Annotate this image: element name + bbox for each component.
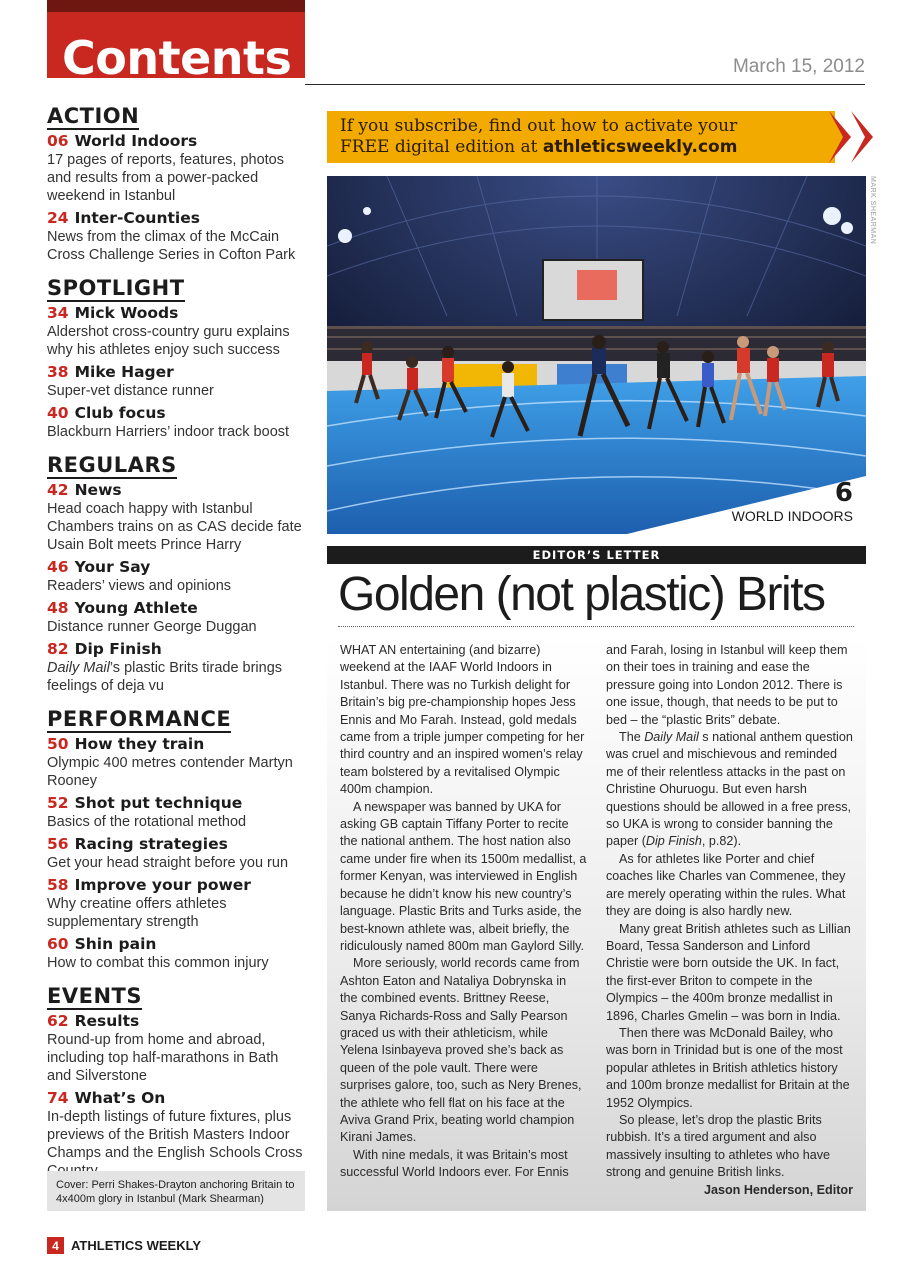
photo-caption: WORLD INDOORS: [731, 508, 853, 524]
toc-page-number: 56: [47, 835, 69, 853]
toc-item-title: [47, 640, 305, 659]
italic-run: Daily Mail: [47, 660, 110, 676]
toc-item[interactable]: [47, 481, 305, 554]
toc-title-text: Shot put technique: [74, 794, 243, 812]
toc-item-title: [47, 304, 305, 323]
issue-date: March 15, 2012: [732, 56, 865, 77]
masthead-top-strip: [47, 0, 305, 12]
banner-line-2: [340, 137, 822, 158]
toc-item-description: Get your head straight before you run: [47, 855, 289, 871]
toc-title-text: Club focus: [74, 404, 166, 422]
toc-item-description: Head coach happy with Istanbul Chambers trains on as CAS decide fate Usain Bolt meets Prince Harry: [47, 501, 302, 553]
toc-title-text: World Indoors: [74, 132, 198, 150]
toc-item[interactable]: [47, 876, 305, 931]
text-run: s national anthem question was cruel and mischievous and reminded me of their relentless attacks in the past on Christine Ohuruogu. But even harsh questions should be allowed in a free press, so UKA is wrong to consider banning the paper (: [606, 730, 853, 849]
article-column-2: [606, 642, 853, 1211]
article-paragraph: More seriously, world records came from Ashton Eaton and Nataliya Dobrynska in the combined events. Brittney Reese, Sanya Richards-Ross and Sally Pearson graced us with their athleticism, while Yelena Isinbayeva proved she’s back as queen of the pole vault. There were surprises galore, too, such as Nery Brenes, the athlete who fell flat on his face at the Aviva Grand Prix, beating world champion Kirani James.: [340, 956, 582, 1145]
banner-line-1: If you subscribe, find out how to activate your: [340, 116, 738, 136]
editors-letter-body: [327, 636, 866, 1211]
toc-section: [47, 707, 305, 972]
toc-section-heading: PERFORMANCE: [47, 707, 232, 731]
toc-title-text: Shin pain: [74, 935, 157, 953]
text-run: , p.82).: [701, 834, 742, 849]
italic-run: Dip Finish: [645, 834, 702, 849]
toc-item-description: Round-up from home and abroad, including top half-marathons in Bath and Silverstone: [47, 1032, 279, 1084]
toc-page-number: 60: [47, 935, 69, 953]
toc-page-number: 06: [47, 132, 69, 150]
article-column-1: [340, 642, 587, 1211]
toc-item[interactable]: [47, 794, 305, 831]
dotted-divider: [338, 626, 854, 627]
toc-item-description: News from the climax of the McCain Cross Challenge Series in Cofton Park: [47, 229, 296, 263]
toc-title-text: News: [74, 481, 122, 499]
article-paragraph: With nine medals, it was Britain’s most successful World Indoors ever. For Ennis: [340, 1147, 569, 1180]
publication-name: ATHLETICS WEEKLY: [71, 1238, 202, 1253]
toc-title-text: What’s On: [74, 1089, 166, 1107]
toc-item-description: Basics of the rotational method: [47, 814, 247, 830]
toc-item-description: Blackburn Harriers’ indoor track boost: [47, 424, 290, 440]
toc-page-number: 50: [47, 735, 69, 753]
toc-item[interactable]: [47, 599, 305, 636]
toc-item[interactable]: [47, 132, 305, 205]
article-paragraph: WHAT AN entertaining (and bizarre) weekend at the IAAF World Indoors in Istanbul. There was no Turkish delight for Britain’s big pre-championship hopes Jess Ennis and Mo Farah. Instead, gold medals came from a triple jumper competing for her third country and an inspired women’s relay team bolstered by a revitalised Olympic 400m champion.: [340, 643, 585, 797]
toc-page-number: 58: [47, 876, 69, 894]
toc-item-description: [47, 659, 305, 695]
toc-item[interactable]: [47, 404, 305, 441]
article-paragraph: [606, 729, 853, 851]
photo-label: [327, 478, 866, 534]
toc-section: [47, 984, 305, 1180]
toc-title-text: Racing strategies: [74, 835, 228, 853]
toc-page-number: 40: [47, 404, 69, 422]
article-paragraph: As for athletes like Porter and chief coaches like Charles van Commenee, they are merely operating within the rules. What they are doing is also hardly new.: [606, 851, 846, 919]
toc-item-title: [47, 1089, 305, 1108]
toc-title-text: How they train: [74, 735, 205, 753]
chevron-gap: [829, 111, 843, 163]
table-of-contents: [47, 104, 305, 1192]
toc-item-description: Aldershot cross-country guru explains why his athletes enjoy such success: [47, 324, 290, 358]
toc-section: [47, 453, 305, 695]
toc-title-text: Results: [74, 1012, 140, 1030]
toc-section: [47, 104, 305, 264]
banner-prefix: FREE digital edition at: [340, 137, 543, 157]
toc-item-description: Olympic 400 metres contender Martyn Rooney: [47, 755, 293, 789]
toc-page-number: 38: [47, 363, 69, 381]
editors-letter-headline: Golden (not plastic) Brits: [338, 568, 825, 621]
toc-item-title: [47, 481, 305, 500]
photo-credit: MARK SHEARMAN: [869, 176, 876, 245]
toc-item[interactable]: [47, 558, 305, 595]
cover-caption: Cover: Perri Shakes-Drayton anchoring Britain to 4x400m glory in Istanbul (Mark Shearman): [47, 1171, 305, 1211]
toc-item-title: [47, 935, 305, 954]
subscribe-banner[interactable]: [327, 111, 835, 163]
toc-title-text: Mick Woods: [74, 304, 179, 322]
header-rule: [305, 84, 865, 85]
toc-section-heading: SPOTLIGHT: [47, 276, 185, 300]
toc-item-title: [47, 132, 305, 151]
article-paragraph: Then there was McDonald Bailey, who was born in Trinidad but is one of the most popular athletes in British athletics history and 100m bronze medallist for Britain at the 1952 Olympics.: [606, 1025, 850, 1110]
article-paragraph: So please, let’s drop the plastic Brits rubbish. It’s a tired argument and also massively insulting to athletes who have strong and genuine British links.: [606, 1112, 831, 1180]
toc-item[interactable]: [47, 640, 305, 695]
toc-title-text: Your Say: [74, 558, 151, 576]
banner-text: [340, 116, 822, 158]
page-number: 4: [47, 1237, 64, 1254]
toc-item-title: [47, 599, 305, 618]
masthead: [47, 12, 305, 85]
toc-item[interactable]: [47, 935, 305, 972]
toc-item-title: [47, 209, 305, 228]
toc-item-description: How to combat this common injury: [47, 955, 269, 971]
toc-item-description: Why creatine offers athletes supplementary strength: [47, 896, 227, 930]
editor-signature: Jason Henderson, Editor: [703, 1182, 853, 1197]
editors-letter-kicker: EDITOR’S LETTER: [327, 546, 866, 564]
toc-item-description: Distance runner George Duggan: [47, 619, 257, 635]
article-paragraph: A newspaper was banned by UKA for asking GB captain Tiffany Porter to recite the national anthem. The host nation also came under fire when its 1500m medallist, a former Kenyan, was interviewed in English because he didn’t know his new country’s language. Plastic Brits and Turks aside, the best-known athlete was, albeit briefly, the ridiculously named 800m man Gaylord Silly.: [340, 799, 587, 953]
toc-page-number: 42: [47, 481, 69, 499]
toc-item-title: [47, 558, 305, 577]
toc-item[interactable]: [47, 363, 305, 400]
toc-item-title: [47, 835, 305, 854]
toc-item-title: [47, 404, 305, 423]
toc-section-heading: ACTION: [47, 104, 140, 128]
toc-item[interactable]: [47, 304, 305, 359]
toc-item[interactable]: [47, 735, 305, 790]
toc-item-title: [47, 735, 305, 754]
toc-title-text: Mike Hager: [74, 363, 174, 381]
toc-item-title: [47, 363, 305, 382]
toc-page-number: 74: [47, 1089, 69, 1107]
toc-section-heading: EVENTS: [47, 984, 142, 1008]
toc-page-number: 48: [47, 599, 69, 617]
page-title: Contents: [62, 31, 292, 85]
page-footer: [47, 1237, 201, 1254]
toc-item[interactable]: [47, 1012, 305, 1085]
toc-page-number: 62: [47, 1012, 69, 1030]
article-paragraph: Many great British athletes such as Lillian Board, Tessa Sanderson and Linford Christie were born outside the UK. In fact, the first-ever Briton to compete in the Olympics – the 400m bronze medallist in 1896, Charles Gmelin – was born in India.: [606, 921, 851, 1023]
toc-page-number: 52: [47, 794, 69, 812]
toc-title-text: Dip Finish: [74, 640, 162, 658]
text-run: ’s plastic Brits tirade brings feelings of deja vu: [47, 660, 283, 694]
toc-page-number: 82: [47, 640, 69, 658]
italic-run: Daily Mail: [644, 730, 699, 745]
toc-item-title: [47, 1012, 305, 1031]
toc-section: [47, 276, 305, 441]
toc-item[interactable]: [47, 1089, 305, 1180]
article-paragraph: and Farah, losing in Istanbul will keep them on their toes in training and ease the pressure going into London 2012. There is one issue, though, that needs to be put to bed – the “plastic Brits” debate.: [606, 643, 848, 727]
toc-item-description: Readers’ views and opinions: [47, 578, 232, 594]
toc-item[interactable]: [47, 835, 305, 872]
toc-title-text: Inter-Counties: [74, 209, 200, 227]
toc-item-description: 17 pages of reports, features, photos and results from a power-packed weekend in Istanbul: [47, 152, 284, 204]
photo-page-number: 6: [834, 478, 853, 508]
toc-title-text: Improve your power: [74, 876, 251, 894]
toc-item-title: [47, 794, 305, 813]
chevron-gap: [851, 111, 865, 163]
toc-page-number: 24: [47, 209, 69, 227]
text-run: The: [619, 730, 645, 745]
toc-page-number: 46: [47, 558, 69, 576]
toc-item-description: In-depth listings of future fixtures, plus previews of the British Masters Indoor Champs and the English Schools Cross: [47, 1109, 303, 1161]
toc-title-text: Young Athlete: [74, 599, 198, 617]
toc-item-description: Super-vet distance runner: [47, 383, 214, 399]
toc-section-heading: REGULARS: [47, 453, 177, 477]
website-link[interactable]: athleticsweekly.com: [542, 137, 738, 157]
toc-page-number: 34: [47, 304, 69, 322]
toc-item-title: [47, 876, 305, 895]
toc-item[interactable]: [47, 209, 305, 264]
